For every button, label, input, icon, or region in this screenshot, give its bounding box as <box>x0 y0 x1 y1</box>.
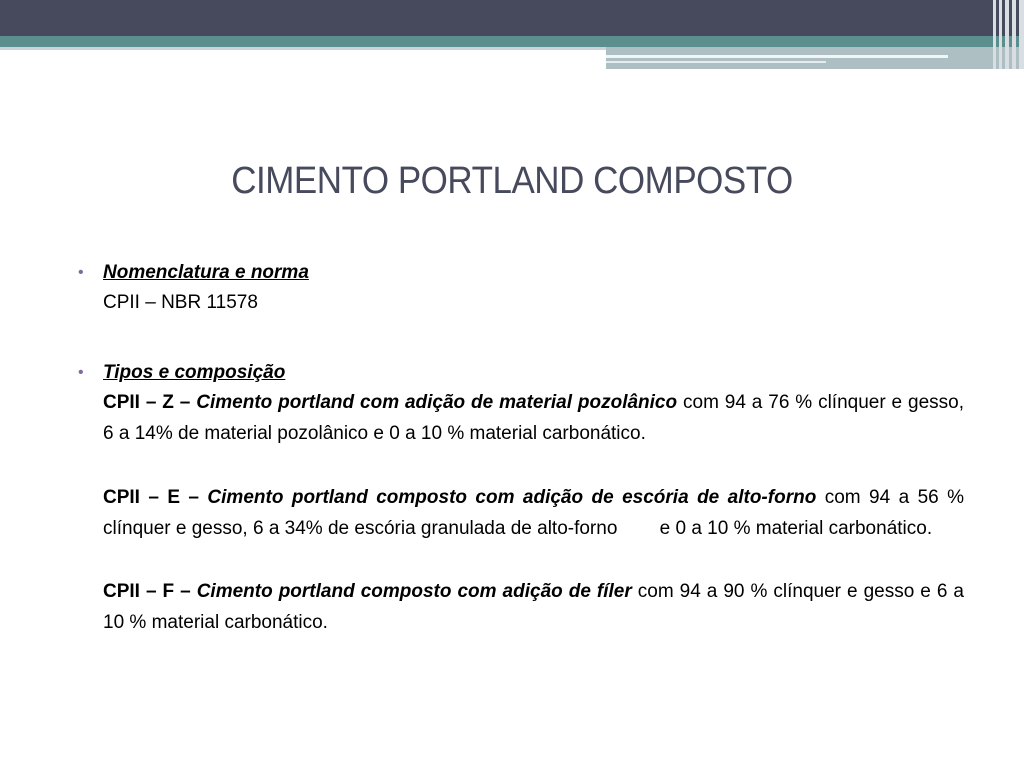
slide-title: CIMENTO PORTLAND COMPOSTO <box>231 160 793 202</box>
type-name: Cimento portland composto com adição de fíler <box>196 581 632 602</box>
section-heading: Nomenclatura e norma <box>103 262 309 283</box>
type-description: com 94 a 56 % clínquer e gesso, 6 a 34% de escória granulada de alto-forno e 0 a 10 % material carbonático. <box>103 487 970 539</box>
slide-body <box>78 258 970 638</box>
bullet-dot-icon: • <box>78 264 84 281</box>
section-text: CPII – NBR 11578 <box>103 292 258 313</box>
bullet-dot-icon: • <box>78 364 84 381</box>
bullet-item-tipos <box>78 358 964 388</box>
type-name: Cimento portland composto com adição de escória de alto-forno <box>207 487 817 508</box>
type-code: CPII – E – <box>103 487 208 508</box>
header-band-box <box>606 47 1024 69</box>
type-description: com 94 a 76 % clínquer e gesso, 6 a 14% de material pozolânico e 0 a 10 % material carbonático. <box>103 392 964 444</box>
header-vertical-stripes <box>993 0 1024 69</box>
type-code: CPII – F – <box>103 581 197 602</box>
header-band-dark <box>0 0 1024 36</box>
header-band-line <box>606 55 948 58</box>
section-heading: Tipos e composição <box>103 362 286 383</box>
type-paragraph-cpii-f <box>78 577 964 638</box>
type-name: Cimento portland com adição de material pozolânico <box>196 392 678 413</box>
type-paragraph-cpii-e <box>78 483 970 544</box>
header-band-line-2 <box>606 61 826 63</box>
type-description: com 94 a 90 % clínquer e gesso e 6 a 10 % material carbonático. <box>103 581 964 633</box>
type-paragraph-cpii-z <box>78 388 964 449</box>
header-band-teal <box>0 36 1024 47</box>
header-band-light <box>0 47 606 50</box>
bullet-item-nomenclatura <box>78 258 964 288</box>
type-code: CPII – Z – <box>103 392 197 413</box>
